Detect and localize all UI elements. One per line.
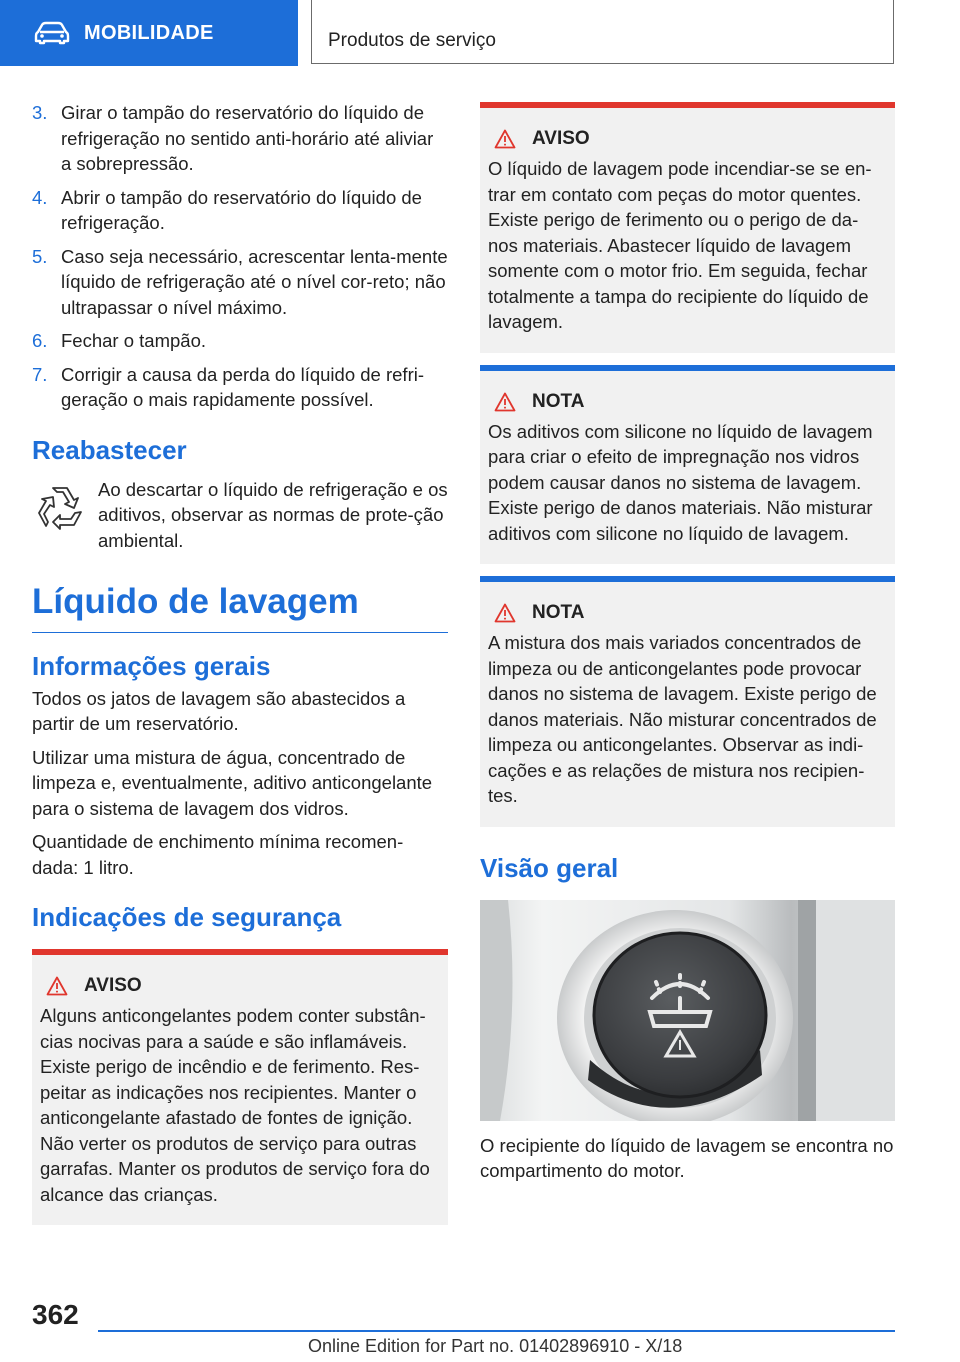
- note-title-row: [494, 391, 887, 413]
- note-box: [480, 365, 895, 565]
- chapter-label: Produtos de serviço: [328, 30, 496, 51]
- note-title: NOTA: [532, 602, 585, 623]
- info-paragraph: Utilizar uma mistura de água, concentrado de limpeza e, eventualmente, aditivo anticongelante para o sistema de lavagem dos vidros.: [32, 746, 433, 819]
- warning-text: Alguns anticongelantes podem conter substân-cias nocivas para a saúde e são inflamáveis. Existe perigo de incêndio e de ferimento. Res-peitar as indicações nos recipientes. Manter o anticongelante afastado de fontes de ignição. Não verter os produtos de serviço para outras garrafas. Manter os produtos de serviço fora do alcance das crianças.: [40, 1005, 430, 1205]
- warning-triangle-icon: [494, 129, 516, 149]
- overview-heading: Visão geral: [480, 852, 619, 883]
- warning-box: [32, 949, 448, 1225]
- step-text: Caso seja necessário, acrescentar lenta-mente líquido de refrigeração até o nível cor-reto; não ultrapassar o nível máximo.: [61, 245, 448, 318]
- main-heading: Líquido de lavagem: [32, 582, 448, 633]
- note-title: NOTA: [532, 390, 585, 412]
- reabastecer-heading: Reabastecer: [32, 434, 187, 465]
- reabastecer-text: Ao descartar o líquido de refrigeração e os aditivos, observar as normas de prote-ção ambiental.: [98, 478, 448, 551]
- warning-title: AVISO: [532, 128, 590, 149]
- step-number: 6.: [32, 330, 48, 351]
- info-paragraph: Quantidade de enchimento mínima recomen-dada: 1 litro.: [32, 831, 404, 878]
- car-icon: [34, 21, 70, 45]
- recycle-icon: [34, 482, 86, 534]
- step-item: [32, 362, 448, 413]
- safety-heading: Indicações de segurança: [32, 902, 342, 932]
- step-text: Abrir o tampão do reservatório do líquido de refrigeração.: [61, 186, 422, 233]
- washer-reservoir-photo: [480, 900, 895, 1121]
- edition-text: Online Edition for Part no. 01402896910 - X/18: [308, 1336, 683, 1356]
- info-paragraph: Todos os jatos de lavagem são abastecidos a partir de um reservatório.: [32, 687, 406, 734]
- step-number: 4.: [32, 186, 48, 208]
- warning-title-row: [46, 975, 440, 997]
- step-item: [32, 244, 448, 321]
- step-item: [32, 328, 448, 354]
- warning-triangle-icon: [46, 976, 68, 996]
- section-label: MOBILIDADE: [84, 21, 214, 44]
- photo-caption: O recipiente do líquido de lavagem se encontra no compartimento do motor.: [480, 1134, 894, 1181]
- step-text: Corrigir a causa da perda do líquido de refri-geração o mais rapidamente possível.: [61, 363, 424, 410]
- step-number: 7.: [32, 363, 48, 385]
- warning-title-row: [494, 128, 887, 150]
- warning-triangle-icon: [494, 392, 516, 412]
- recycle-note: [32, 480, 448, 570]
- step-text: Fechar o tampão.: [61, 330, 206, 351]
- step-item: [32, 100, 448, 177]
- step-number: 5.: [32, 245, 48, 267]
- warning-text: O líquido de lavagem pode incendiar-se se en-trar em contato com peças do motor quentes. Existe perigo de ferimento ou o perigo de da-nos materiais. Abastecer líquido de lavagem somente com o motor frio. Em seguida, fechar totalmente a tampa do recipiente do líquido de lavagem.: [488, 158, 872, 332]
- info-heading: Informações gerais: [32, 650, 271, 681]
- note-box: [480, 576, 895, 827]
- step-item: [32, 185, 448, 236]
- right-column: [480, 102, 895, 1184]
- warning-title: AVISO: [84, 975, 142, 996]
- footer-divider: [98, 1330, 895, 1332]
- chapter-box: [311, 0, 894, 64]
- step-text: Girar o tampão do reservatório do líquido de refrigeração no sentido anti-horário até aliviar a sobrepressão.: [61, 102, 434, 174]
- note-title-row: [494, 602, 887, 624]
- warning-triangle-icon: [494, 603, 516, 623]
- page-number: 362: [32, 1299, 79, 1330]
- left-column: [32, 100, 448, 1225]
- note-text: A mistura dos mais variados concentrados de limpeza ou de anticongelantes pode provocar danos no sistema de lavagem. Existe perigo de danos materiais. Não misturar concentrados de limpeza ou anticongelantes. Observar as indi-cações e as relações de mistura nos recipien-tes.: [488, 632, 877, 806]
- note-text: Os aditivos com silicone no líquido de lavagem para criar o efeito de impregnação nos vidros podem causar danos no sistema de lavagem. Existe perigo de danos materiais. Não misturar aditivos com silicone no líquido de lavagem.: [488, 420, 873, 544]
- step-list: [32, 100, 448, 413]
- step-number: 3.: [32, 102, 48, 123]
- warning-box: [480, 102, 895, 353]
- section-tab: [0, 0, 298, 66]
- page-header: [0, 0, 960, 66]
- washer-fluid-cap-icon: [480, 900, 895, 1121]
